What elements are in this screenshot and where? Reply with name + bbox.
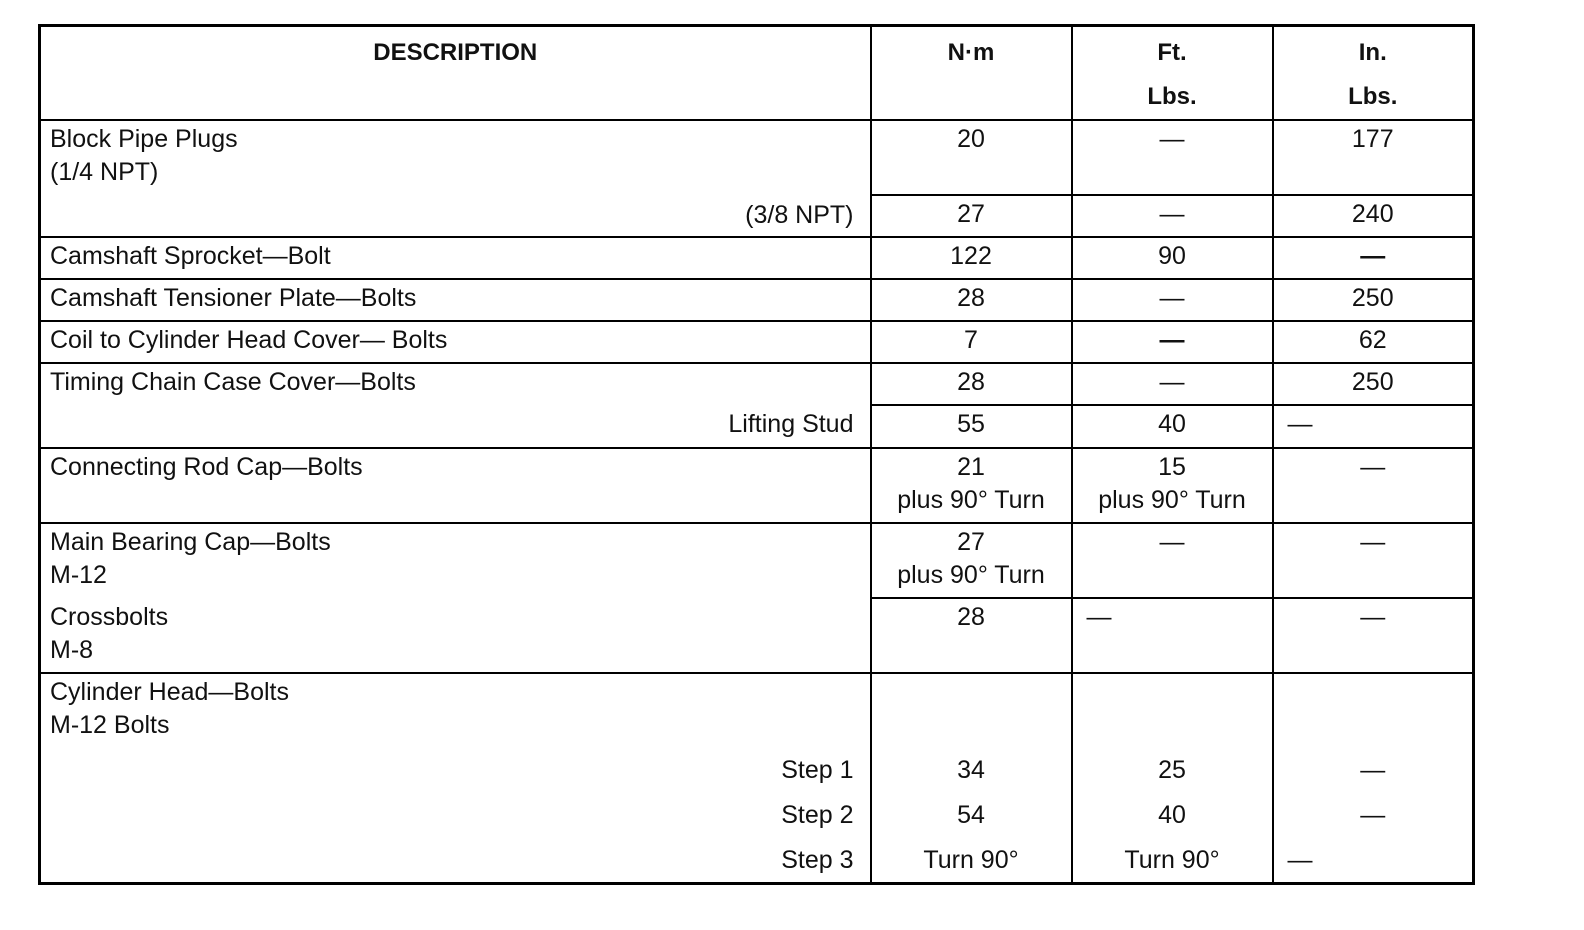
- value-cell: —: [1072, 279, 1273, 321]
- value-cell: [871, 448, 1072, 523]
- row-label: Coil to Cylinder Head Cover— Bolts: [40, 321, 871, 363]
- value-cell: 20: [871, 120, 1072, 195]
- step-value: 40: [1158, 801, 1186, 829]
- value-cell: —: [1273, 598, 1474, 673]
- value-number: 21: [957, 453, 985, 481]
- row-sublabel: (1/4 NPT): [50, 158, 159, 186]
- value-note: plus 90° Turn: [1098, 486, 1246, 514]
- row-sublabel: M-12 Bolts: [50, 711, 170, 739]
- row-label: Main Bearing Cap—Bolts: [50, 528, 331, 556]
- value-cell: 250: [1273, 363, 1474, 405]
- step-value: —: [1287, 846, 1313, 874]
- step-value: —: [1360, 801, 1386, 829]
- step-value: 34: [957, 756, 985, 784]
- header-description: DESCRIPTION: [40, 26, 871, 121]
- row-sublabel: M-8: [50, 636, 94, 664]
- step-label: Step 2: [781, 801, 854, 829]
- value-cell: —: [1072, 523, 1273, 598]
- value-cell: 40: [1072, 405, 1273, 448]
- table-row: [40, 363, 1474, 405]
- value-cell: —: [1072, 321, 1273, 363]
- step-label: Step 1: [781, 756, 854, 784]
- value-cell: 90: [1072, 237, 1273, 279]
- value-cell: [1072, 673, 1273, 883]
- row-label: Camshaft Sprocket—Bolt: [40, 237, 871, 279]
- value-cell: [1072, 448, 1273, 523]
- value-cell: 27: [871, 195, 1072, 237]
- value-cell: —: [1273, 237, 1474, 279]
- row-label: Timing Chain Case Cover—Bolts: [50, 368, 416, 396]
- torque-spec-table: [38, 24, 1475, 885]
- value-note: plus 90° Turn: [897, 561, 1045, 589]
- value-cell: 28: [871, 598, 1072, 673]
- table-row: [40, 523, 1474, 598]
- value-cell: [1273, 673, 1474, 883]
- header-ft-lbs: Ft. Lbs.: [1072, 26, 1273, 121]
- table-row: [40, 673, 1474, 883]
- row-sublabel: (3/8 NPT): [745, 201, 854, 229]
- step-value: —: [1360, 756, 1386, 784]
- value-cell: 28: [871, 363, 1072, 405]
- row-label: Connecting Rod Cap—Bolts: [40, 448, 871, 523]
- value-cell: —: [1273, 523, 1474, 598]
- table-row: [40, 448, 1474, 523]
- row-label: Crossbolts: [50, 603, 169, 631]
- value-cell: 177: [1273, 120, 1474, 195]
- row-sublabel: M-12: [50, 561, 107, 589]
- value-cell: 122: [871, 237, 1072, 279]
- value-cell: —: [1273, 405, 1474, 448]
- step-label: Step 3: [781, 846, 854, 874]
- table-row: [40, 321, 1474, 363]
- description-cell: [40, 673, 871, 883]
- value-cell: —: [1072, 120, 1273, 195]
- table-row: [40, 279, 1474, 321]
- value-cell: —: [1273, 448, 1474, 523]
- description-cell: [40, 523, 871, 673]
- row-sublabel: Lifting Stud: [728, 410, 854, 438]
- value-cell: [871, 523, 1072, 598]
- table-row: [40, 237, 1474, 279]
- row-label: Camshaft Tensioner Plate—Bolts: [40, 279, 871, 321]
- header-row: [40, 26, 1474, 121]
- step-value: Turn 90°: [923, 846, 1019, 874]
- value-cell: 7: [871, 321, 1072, 363]
- value-cell: —: [1072, 195, 1273, 237]
- description-cell: [40, 120, 871, 237]
- value-cell: —: [1072, 363, 1273, 405]
- header-in-lbs: In. Lbs.: [1273, 26, 1474, 121]
- value-cell: 62: [1273, 321, 1474, 363]
- value-cell: 240: [1273, 195, 1474, 237]
- description-cell: [40, 363, 871, 448]
- value-cell: 250: [1273, 279, 1474, 321]
- value-number: 15: [1158, 453, 1186, 481]
- step-value: 25: [1158, 756, 1186, 784]
- value-note: plus 90° Turn: [897, 486, 1045, 514]
- value-cell: 55: [871, 405, 1072, 448]
- row-label: Cylinder Head—Bolts: [50, 678, 289, 706]
- row-label: Block Pipe Plugs: [50, 125, 238, 153]
- step-value: 54: [957, 801, 985, 829]
- value-cell: 28: [871, 279, 1072, 321]
- value-number: 27: [957, 528, 985, 556]
- value-cell: [871, 673, 1072, 883]
- table-row: [40, 120, 1474, 195]
- header-nm: N·m: [871, 26, 1072, 121]
- value-cell: —: [1072, 598, 1273, 673]
- step-value: Turn 90°: [1124, 846, 1220, 874]
